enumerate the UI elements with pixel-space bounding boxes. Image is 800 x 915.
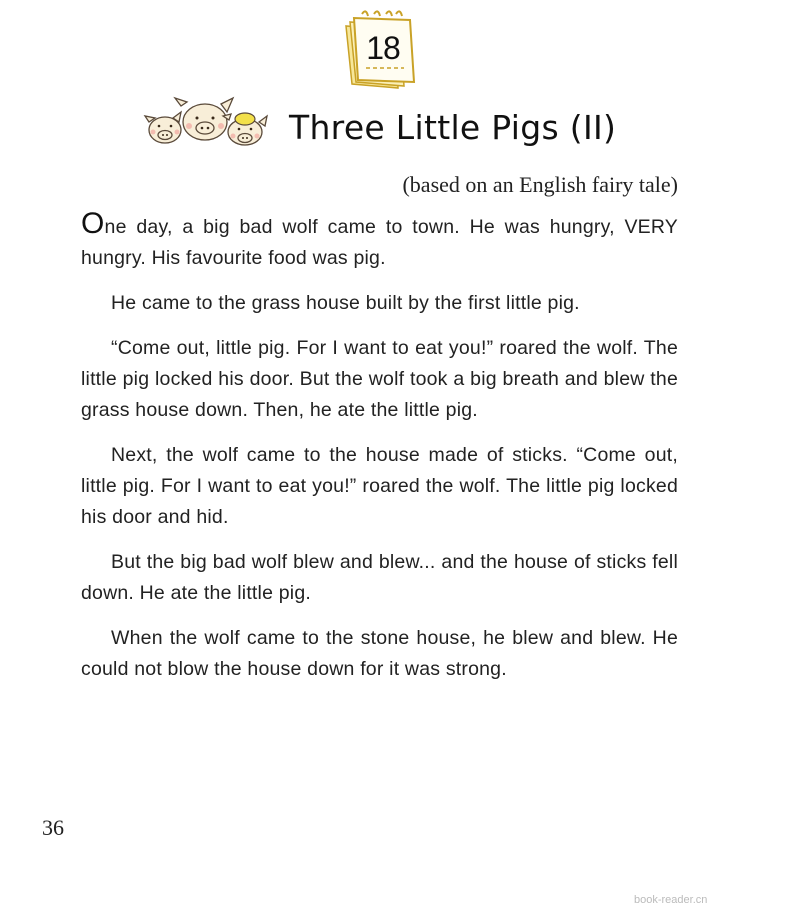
page-number: 36 xyxy=(42,815,64,840)
chapter-number: 18 xyxy=(366,30,400,66)
story-paragraph: Next, the wolf came to the house made of sticks. “Come out, little pig. For I want to eat you!” roared the wolf. The little pig locked his door and hid. xyxy=(81,444,678,528)
story-text xyxy=(81,207,678,699)
story-paragraph: But the big bad wolf blew and blew... and the house of sticks fell down. He ate the little pig. xyxy=(81,551,678,604)
drop-cap: O xyxy=(81,207,105,240)
story-paragraph: He came to the grass house built by the first little pig. xyxy=(111,292,580,314)
three-pigs-illustration xyxy=(143,96,273,152)
story-paragraph: “Come out, little pig. For I want to eat you!” roared the wolf. The little pig locked his door. But the wolf took a big breath and blew the grass house down. Then, he ate the little pig. xyxy=(81,337,678,421)
watermark: book-reader.cn xyxy=(634,894,708,906)
calendar-icon xyxy=(338,4,422,90)
story-paragraph: When the wolf came to the stone house, he blew and blew. He could not blow the house down for it was strong. xyxy=(81,627,678,680)
story-paragraph: One day, a big bad wolf came to town. He was hungry, VERY hungry. His favourite food was pig. xyxy=(81,207,678,269)
chapter-title: Three Little Pigs (II) xyxy=(289,108,617,147)
chapter-subtitle: (based on an English fairy tale) xyxy=(402,172,678,197)
